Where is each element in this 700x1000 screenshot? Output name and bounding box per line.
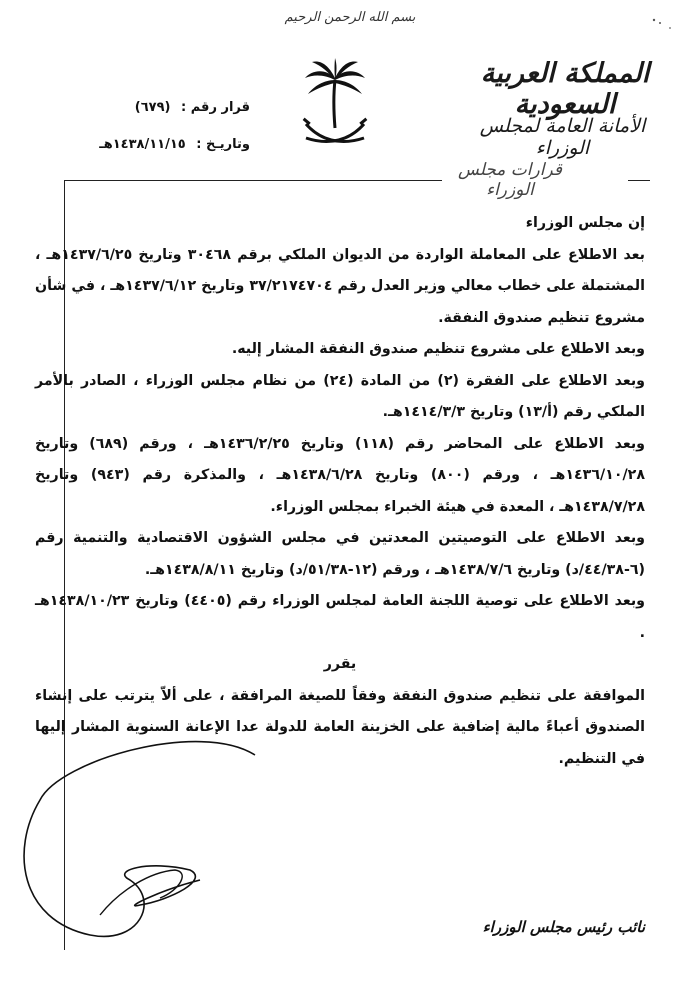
paragraph-royal-court: بعد الاطلاع على المعاملة الواردة من الديوان الملكي برقم ٣٠٤٦٨ وتاريخ ١٤٣٧/٦/٢٥هـ ، المشتملة على خطاب معالي وزير العدل رقم ٣٧/٢١٧٤٧٠٤ وتاريخ ١٤٣٧/٦/١٢هـ ، في شأن مشروع تنظيم صندوق النفقة. — [35, 246, 645, 326]
paragraph-article: وبعد الاطلاع على الفقرة (٢) من المادة (٢٤) من نظام مجلس الوزراء ، الصادر بالأمر الملكي رقم (أ/١٣) وتاريخ ١٤١٤/٣/٣هـ. — [35, 372, 646, 420]
decides-heading: يقرر — [323, 656, 357, 672]
basmala-calligraphy: بسم الله الرحمن الرحيم — [284, 10, 416, 25]
decisions-label: قرارات مجلس الوزراء — [458, 160, 562, 200]
paragraph-minutes: وبعد الاطلاع على المحاضر رقم (١١٨) وتاريخ ١٤٣٦/٢/٢٥هـ ، ورقم (٦٨٩) وتاريخ ١٤٣٦/١٠/٢٨هـ ، ورقم (٨٠٠) وتاريخ ١٤٣٨/٦/٢٨هـ ، والمذكرة رقم (٩٤٣) وتاريخ ١٤٣٨/٧/٢٨هـ ، المعدة في هيئة الخبراء بمجلس الوزراء. — [35, 435, 645, 515]
paragraph-resolution: الموافقة على تنظيم صندوق النفقة وفقاً للصيغة المرافقة ، على ألاّ يترتب على إنشاء الصندوق أعباءً مالية إضافية على الخزينة العامة للدولة عدا الإعانة السنوية المشار إليها في التنظيم. — [35, 687, 645, 767]
decision-body — [35, 208, 645, 775]
frame-top-border — [64, 180, 442, 181]
paragraph-draft: وبعد الاطلاع على مشروع تنظيم صندوق النفقة المشار إليه. — [231, 341, 645, 357]
opening-line: إن مجلس الوزراء — [525, 215, 645, 231]
paragraph-general-committee: وبعد الاطلاع على توصية اللجنة العامة لمجلس الوزراء رقم (٤٤٠٥) وتاريخ ١٤٣٨/١٠/٢٣هـ . — [35, 593, 645, 641]
decision-date — [60, 137, 250, 152]
decision-number-value: (٦٧٩) — [134, 100, 171, 115]
decision-number-label: قرار رقم : — [181, 100, 250, 115]
kingdom-title: المملكة العربية السعودية — [480, 58, 650, 120]
frame-top-border-short — [628, 180, 650, 181]
speck-marks — [640, 10, 680, 40]
secretariat-title: الأمانة العامة لمجلس الوزراء — [479, 115, 646, 159]
saudi-emblem-icon — [300, 58, 370, 158]
decision-date-label: وتاريـخ : — [196, 137, 250, 152]
decision-date-value: ١٤٣٨/١١/١٥هـ — [99, 137, 186, 152]
decision-number — [115, 100, 250, 115]
paragraph-recommendations: وبعد الاطلاع على التوصيتين المعدتين في مجلس الشؤون الاقتصادية والتنمية رقم (٦-٤٤/٣٨/د) وتاريخ ١٤٣٨/٧/٦هـ ، ورقم (١٢-٥١/٣٨/د) وتاريخ ١٤٣٨/٨/١١هـ. — [35, 530, 645, 578]
signature-title: نائب رئيس مجلس الوزراء — [482, 918, 645, 936]
